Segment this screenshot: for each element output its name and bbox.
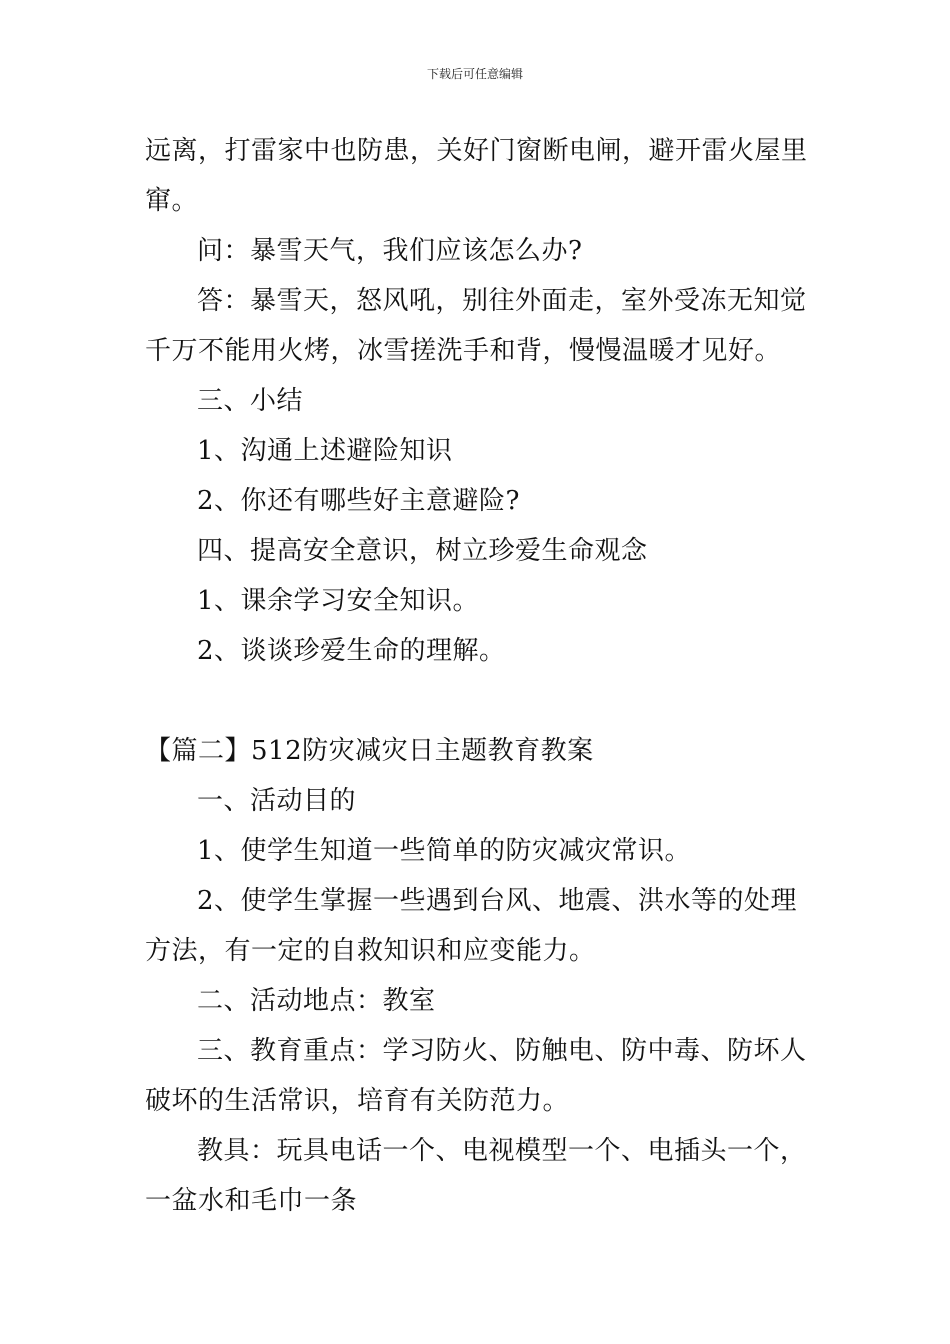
section-heading: 四、提高安全意识，树立珍爱生命观念: [197, 536, 648, 566]
section-heading: 三、教育重点：学习防火、防触电、防中毒、防坏人破坏的生活常识，培育有关防范力。: [145, 1036, 807, 1116]
list-item: 1、沟通上述避险知识: [197, 436, 453, 466]
paragraph: 教具：玩具电话一个、电视模型一个、电插头一个，一盆水和毛巾一条: [145, 1136, 807, 1216]
section-heading: 二、活动地点：教室: [197, 986, 436, 1016]
paragraph: 答：暴雪天，怒风吼，别往外面走，室外受冻无知觉千万不能用火烤，冰雪搓洗手和背，慢慢温暖才见好。: [145, 286, 807, 366]
page-header: 下载后可任意编辑: [426, 67, 523, 81]
spacer: [145, 676, 810, 726]
paragraph: 问：暴雪天气，我们应该怎么办?: [197, 236, 583, 266]
paragraph: 远离，打雷家中也防患，关好门窗断电闸，避开雷火屋里窜。: [145, 136, 808, 216]
list-item: 1、使学生知道一些简单的防灾减灾常识。: [197, 836, 692, 866]
document-body: [145, 126, 810, 1226]
list-item: 2、你还有哪些好主意避险?: [197, 486, 520, 516]
section-heading: 三、小结: [197, 386, 304, 416]
list-item: 2、使学生掌握一些遇到台风、地震、洪水等的处理方法，有一定的自救知识和应变能力。: [145, 886, 798, 966]
section-heading: 一、活动目的: [197, 786, 357, 816]
list-item: 1、课余学习安全知识。: [197, 586, 480, 616]
article-title: 【篇二】512防灾减灾日主题教育教案: [145, 736, 594, 766]
list-item: 2、谈谈珍爱生命的理解。: [197, 636, 506, 666]
